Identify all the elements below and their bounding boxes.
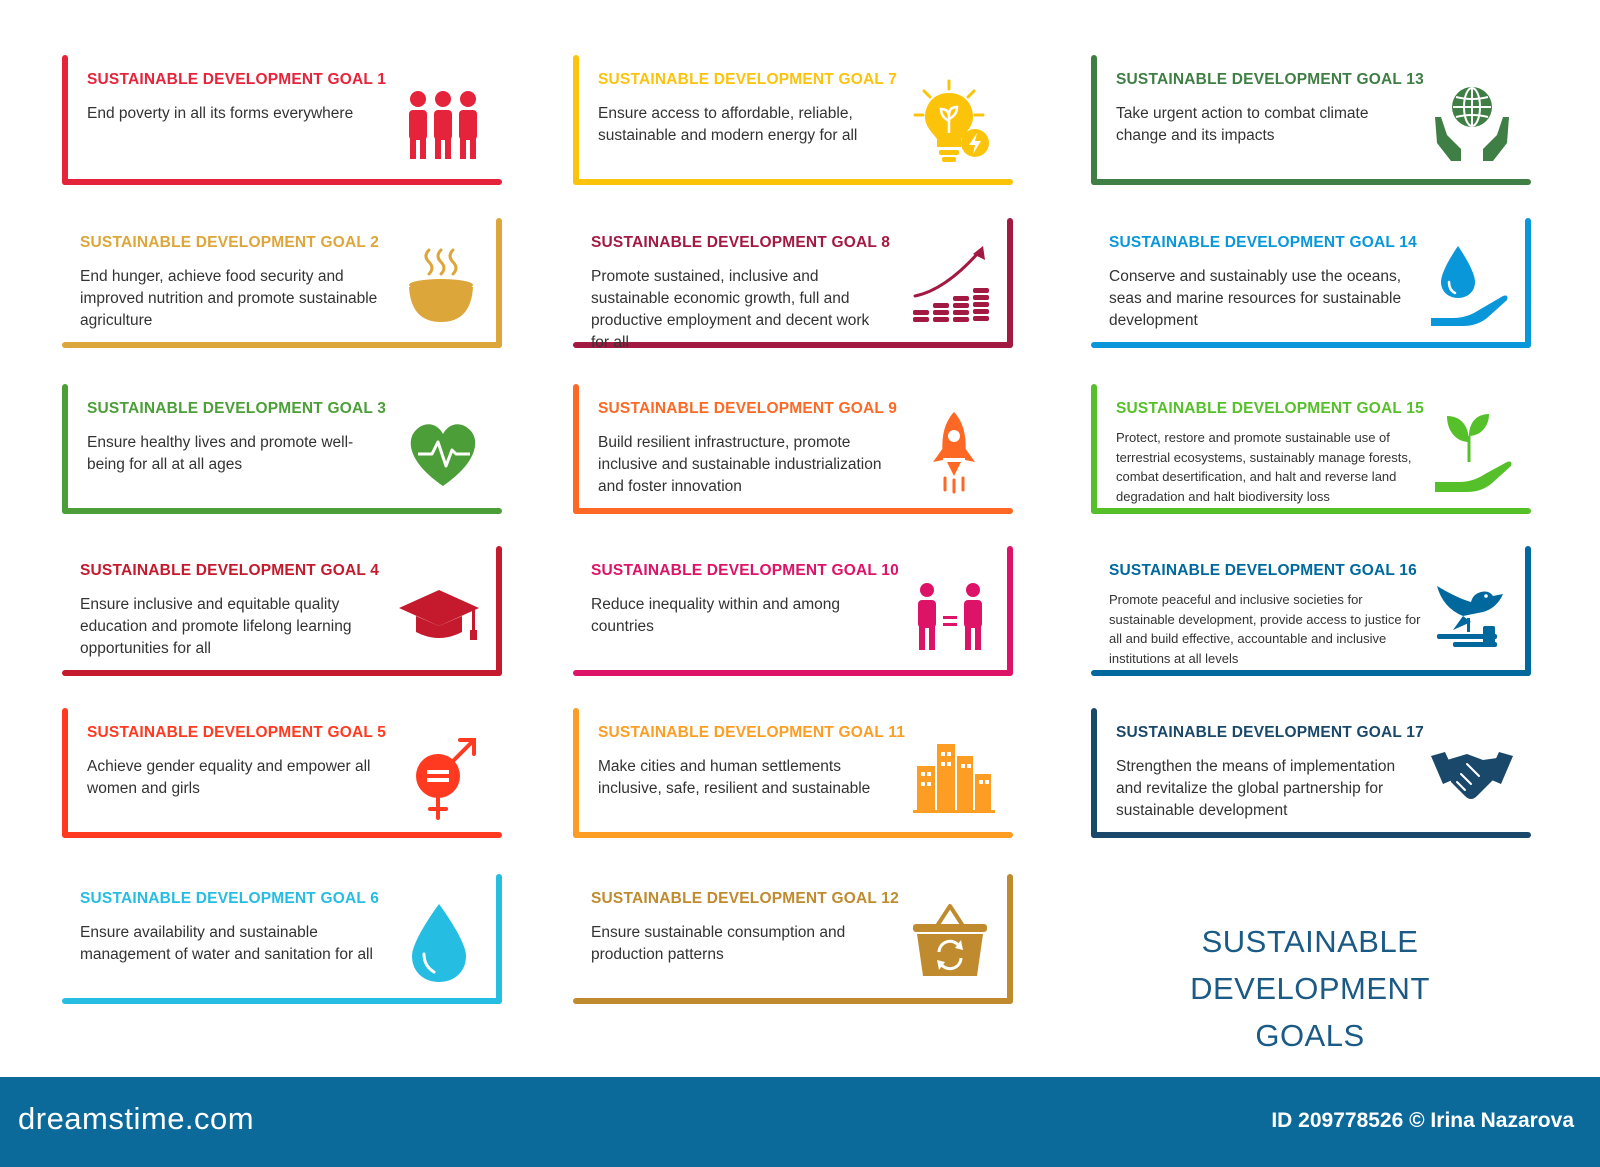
card-border-vertical (1007, 874, 1013, 1004)
goal-title: SUSTAINABLE DEVELOPMENT GOAL 16 (1109, 562, 1417, 579)
goal-card (62, 55, 502, 185)
card-border-vertical (496, 546, 502, 676)
water-drop-icon (394, 896, 484, 986)
goal-description: End poverty in all its forms everywhere (87, 105, 354, 122)
goal-card (62, 546, 502, 676)
goal-title: SUSTAINABLE DEVELOPMENT GOAL 3 (87, 400, 387, 417)
goal-card (1091, 55, 1531, 185)
footer-bar (0, 1077, 1600, 1167)
people-icon (398, 77, 488, 167)
goal-card (1091, 708, 1531, 838)
goal-title: SUSTAINABLE DEVELOPMENT GOAL 13 (1116, 71, 1424, 88)
goal-description: Conserve and sustainably use the oceans, seas and marine resources for sustainable development (1109, 268, 1402, 329)
goal-title: SUSTAINABLE DEVELOPMENT GOAL 15 (1116, 400, 1424, 417)
card-border-bottom (62, 342, 502, 348)
goal-card (62, 384, 502, 514)
handshake-icon (1427, 730, 1517, 820)
card-border-vertical (1091, 55, 1097, 185)
card-border-bottom (1091, 832, 1531, 838)
card-border-vertical (1091, 384, 1097, 514)
card-border-vertical (1007, 218, 1013, 348)
graduation-cap-icon (394, 568, 484, 658)
goal-title: SUSTAINABLE DEVELOPMENT GOAL 2 (80, 234, 380, 251)
card-border-vertical (1091, 708, 1097, 838)
goal-description: Reduce inequality within and among countries (591, 596, 841, 635)
goal-card (62, 218, 502, 348)
page-title-line-2: GOALS (1255, 1018, 1365, 1053)
image-credit: ID 209778526 © Irina Nazarova (1271, 1109, 1574, 1132)
goal-card (573, 546, 1013, 676)
goal-title: SUSTAINABLE DEVELOPMENT GOAL 4 (80, 562, 380, 579)
goal-title: SUSTAINABLE DEVELOPMENT GOAL 10 (591, 562, 899, 579)
card-border-bottom (573, 998, 1013, 1004)
goal-card (573, 384, 1013, 514)
card-border-bottom (62, 508, 502, 514)
goal-description: Ensure availability and sustainable management of water and sanitation for all (80, 924, 373, 963)
goal-description: Ensure inclusive and equitable quality education and promote lifelong learning opportunities for all (80, 596, 352, 657)
goal-card (573, 874, 1013, 1004)
dove-gavel-icon (1423, 568, 1513, 658)
basket-recycle-icon (905, 896, 995, 986)
card-border-bottom (573, 508, 1013, 514)
goal-description: Strengthen the means of implementation and revitalize the global partnership for sustainable development (1116, 758, 1396, 819)
goal-title: SUSTAINABLE DEVELOPMENT GOAL 5 (87, 724, 387, 741)
brand-logo[interactable]: dreamstime.com (18, 1101, 255, 1136)
goal-description: Make cities and human settlements inclusive, safe, resilient and sustainable (598, 758, 871, 797)
goal-card (62, 874, 502, 1004)
card-border-vertical (1525, 218, 1531, 348)
goal-description: Ensure access to affordable, reliable, sustainable and modern energy for all (598, 105, 858, 144)
goal-description: Protect, restore and promote sustainable use of terrestrial ecosystems, sustainably manage forests, combat desertification, and halt and reverse land degradation and halt biodiversity loss (1116, 430, 1412, 504)
plant-hand-icon (1427, 406, 1517, 496)
goal-card (1091, 218, 1531, 348)
card-border-bottom (1091, 342, 1531, 348)
light-bulb-icon (909, 77, 999, 167)
card-border-vertical (1007, 546, 1013, 676)
city-icon (909, 730, 999, 820)
card-border-vertical (496, 218, 502, 348)
card-border-bottom (573, 670, 1013, 676)
bowl-icon (394, 240, 484, 330)
goal-description: Ensure healthy lives and promote well-being for all at all ages (87, 434, 354, 473)
goal-card (1091, 546, 1531, 676)
card-border-bottom (62, 998, 502, 1004)
page-title-line-1: SUSTAINABLE DEVELOPMENT (1190, 924, 1430, 1006)
goal-title: SUSTAINABLE DEVELOPMENT GOAL 1 (87, 71, 387, 88)
card-border-bottom (1091, 670, 1531, 676)
equal-people-icon (905, 568, 995, 658)
goal-card (1091, 384, 1531, 514)
card-border-bottom (62, 670, 502, 676)
goal-description: End hunger, achieve food security and improved nutrition and promote sustainable agriculture (80, 268, 378, 329)
goal-title: SUSTAINABLE DEVELOPMENT GOAL 14 (1109, 234, 1417, 251)
goal-description: Ensure sustainable consumption and production patterns (591, 924, 846, 963)
card-border-vertical (496, 874, 502, 1004)
goal-description: Build resilient infrastructure, promote inclusive and sustainable industrialization and foster innovation (598, 434, 882, 495)
goal-title: SUSTAINABLE DEVELOPMENT GOAL 7 (598, 71, 898, 88)
goal-card (62, 708, 502, 838)
goal-title: SUSTAINABLE DEVELOPMENT GOAL 6 (80, 890, 380, 907)
card-border-vertical (62, 708, 68, 838)
rocket-icon (909, 406, 999, 496)
card-border-vertical (573, 708, 579, 838)
goal-card (573, 55, 1013, 185)
heartbeat-icon (398, 406, 488, 496)
gender-equality-icon (398, 730, 488, 820)
card-border-vertical (62, 384, 68, 514)
goal-card (573, 708, 1013, 838)
card-border-bottom (573, 179, 1013, 185)
page-title (1080, 918, 1540, 1059)
goal-card (573, 218, 1013, 351)
card-border-vertical (1525, 546, 1531, 676)
goal-title: SUSTAINABLE DEVELOPMENT GOAL 11 (598, 724, 906, 741)
goal-description: Promote peaceful and inclusive societies for sustainable development, provide access to justice for all and build effective, accountable and inclusive institutions at all levels (1109, 592, 1421, 666)
card-border-vertical (62, 55, 68, 185)
goal-title: SUSTAINABLE DEVELOPMENT GOAL 8 (591, 234, 891, 251)
water-hand-icon (1423, 240, 1513, 330)
growth-coins-icon (905, 240, 995, 330)
goal-title: SUSTAINABLE DEVELOPMENT GOAL 12 (591, 890, 899, 907)
card-border-bottom (1091, 179, 1531, 185)
goal-description: Promote sustained, inclusive and sustainable economic growth, full and productive employment and decent work for all (591, 268, 870, 351)
card-border-vertical (573, 384, 579, 514)
goal-title: SUSTAINABLE DEVELOPMENT GOAL 9 (598, 400, 898, 417)
card-border-bottom (62, 832, 502, 838)
card-border-bottom (62, 179, 502, 185)
card-border-bottom (1091, 508, 1531, 514)
goal-description: Take urgent action to combat climate change and its impacts (1116, 105, 1369, 144)
globe-hands-icon (1427, 77, 1517, 167)
card-border-bottom (573, 832, 1013, 838)
card-border-vertical (573, 55, 579, 185)
goal-title: SUSTAINABLE DEVELOPMENT GOAL 17 (1116, 724, 1424, 741)
goal-description: Achieve gender equality and empower all women and girls (87, 758, 371, 797)
